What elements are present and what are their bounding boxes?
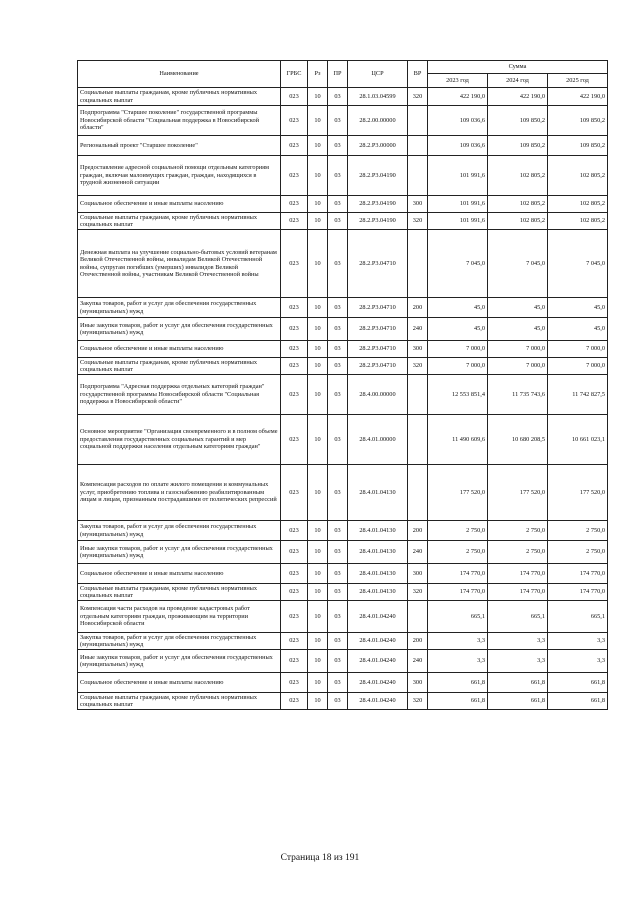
row-rz: 10: [308, 465, 328, 521]
header-vr: ВР: [408, 61, 428, 88]
row-csr: 28.4.01.04130: [348, 541, 408, 564]
row-sum-2025: 3,3: [548, 633, 608, 650]
row-sum-2025: 45,0: [548, 318, 608, 341]
row-grbs: 023: [281, 318, 308, 341]
row-sum-2023: 101 991,6: [428, 196, 488, 213]
row-pr: 03: [328, 415, 348, 465]
table-row: [78, 230, 608, 298]
row-rz: 10: [308, 584, 328, 601]
row-name: Денежная выплата на улучшение социально-бытовых условий ветеранам Великой Отечественной войны, инвалидам Великой Отечественной войны, супругам погибших (умерших) инвалидов Великой Отечественной войны, участникам Великой Отечественной войны: [78, 230, 281, 298]
row-grbs: 023: [281, 415, 308, 465]
row-sum-2024: 665,1: [488, 601, 548, 633]
row-vr: [408, 106, 428, 136]
row-sum-2025: 109 850,2: [548, 106, 608, 136]
table-row: [78, 650, 608, 673]
row-sum-2025: 7 000,0: [548, 358, 608, 375]
row-name: Социальные выплаты гражданам, кроме публичных нормативных социальных выплат: [78, 213, 281, 230]
row-vr: 200: [408, 298, 428, 318]
row-sum-2024: 661,8: [488, 673, 548, 693]
budget-table: [77, 60, 608, 710]
row-grbs: 023: [281, 521, 308, 541]
row-csr: 28.4.01.04130: [348, 584, 408, 601]
table-row: [78, 415, 608, 465]
row-pr: 03: [328, 298, 348, 318]
row-sum-2024: 661,8: [488, 693, 548, 710]
row-sum-2023: 2 750,0: [428, 541, 488, 564]
row-name: Иные закупки товаров, работ и услуг для обеспечения государственных (муниципальных) нужд: [78, 541, 281, 564]
row-csr: 28.4.01.04240: [348, 633, 408, 650]
row-sum-2024: 45,0: [488, 318, 548, 341]
row-vr: [408, 156, 428, 196]
row-csr: 28.4.01.04240: [348, 673, 408, 693]
row-sum-2023: 109 036,6: [428, 106, 488, 136]
row-grbs: 023: [281, 673, 308, 693]
row-rz: 10: [308, 673, 328, 693]
row-csr: 28.2.P3.04710: [348, 298, 408, 318]
table-row: [78, 341, 608, 358]
row-pr: 03: [328, 541, 348, 564]
row-pr: 03: [328, 230, 348, 298]
row-vr: 240: [408, 650, 428, 673]
row-rz: 10: [308, 375, 328, 415]
row-name: Подпрограмма "Старшее поколение" государственной программы Новосибирской области "Социальная поддержка в Новосибирской области": [78, 106, 281, 136]
row-grbs: 023: [281, 564, 308, 584]
row-pr: 03: [328, 88, 348, 106]
row-csr: 28.2.P3.04710: [348, 341, 408, 358]
row-vr: [408, 375, 428, 415]
row-vr: 320: [408, 584, 428, 601]
row-rz: 10: [308, 541, 328, 564]
row-sum-2023: 7 045,0: [428, 230, 488, 298]
row-csr: 28.4.01.04240: [348, 693, 408, 710]
row-sum-2023: 665,1: [428, 601, 488, 633]
row-sum-2023: 3,3: [428, 650, 488, 673]
row-grbs: 023: [281, 341, 308, 358]
row-name: Иные закупки товаров, работ и услуг для обеспечения государственных (муниципальных) нужд: [78, 650, 281, 673]
row-name: Социальные выплаты гражданам, кроме публичных нормативных социальных выплат: [78, 584, 281, 601]
row-rz: 10: [308, 106, 328, 136]
row-sum-2024: 7 000,0: [488, 358, 548, 375]
row-rz: 10: [308, 358, 328, 375]
header-year-2023: 2023 год: [428, 74, 488, 88]
row-pr: 03: [328, 213, 348, 230]
row-pr: 03: [328, 196, 348, 213]
row-name: Компенсация части расходов на проведение кадастровых работ отдельным категориям граждан, проживающим на территории Новосибирской области: [78, 601, 281, 633]
row-sum-2025: 422 190,0: [548, 88, 608, 106]
row-sum-2023: 661,8: [428, 673, 488, 693]
row-sum-2024: 109 850,2: [488, 136, 548, 156]
table-row: [78, 465, 608, 521]
row-csr: 28.4.01.04130: [348, 521, 408, 541]
row-rz: 10: [308, 136, 328, 156]
row-name: Закупка товаров, работ и услуг для обеспечения государственных (муниципальных) нужд: [78, 298, 281, 318]
row-sum-2025: 665,1: [548, 601, 608, 633]
row-grbs: 023: [281, 650, 308, 673]
row-sum-2023: 174 770,0: [428, 584, 488, 601]
row-rz: 10: [308, 213, 328, 230]
row-name: Социальное обеспечение и иные выплаты населению: [78, 341, 281, 358]
row-name: Социальные выплаты гражданам, кроме публичных нормативных социальных выплат: [78, 358, 281, 375]
row-vr: 200: [408, 633, 428, 650]
row-vr: 300: [408, 673, 428, 693]
row-grbs: 023: [281, 88, 308, 106]
row-sum-2025: 7 045,0: [548, 230, 608, 298]
row-sum-2024: 3,3: [488, 650, 548, 673]
row-name: Компенсация расходов по оплате жилого помещения и коммунальных услуг, приобретению топлива и газоснабжению реабилитированным лицам и лицам, признанным пострадавшими от политических репрессий: [78, 465, 281, 521]
row-sum-2025: 661,8: [548, 673, 608, 693]
row-name: Основное мероприятие "Организация своевременного и в полном объеме предоставления государственных социальных гарантий и мер социальной поддержки населения отдельным категориям граждан": [78, 415, 281, 465]
row-pr: 03: [328, 136, 348, 156]
row-vr: 240: [408, 541, 428, 564]
header-year-2025: 2025 год: [548, 74, 608, 88]
row-sum-2024: 2 750,0: [488, 541, 548, 564]
row-rz: 10: [308, 318, 328, 341]
table-row: [78, 88, 608, 106]
row-rz: 10: [308, 693, 328, 710]
row-vr: 320: [408, 88, 428, 106]
row-grbs: 023: [281, 106, 308, 136]
row-pr: 03: [328, 156, 348, 196]
row-rz: 10: [308, 156, 328, 196]
row-rz: 10: [308, 88, 328, 106]
row-pr: 03: [328, 106, 348, 136]
row-pr: 03: [328, 693, 348, 710]
row-sum-2023: 2 750,0: [428, 521, 488, 541]
row-csr: 28.4.01.04130: [348, 564, 408, 584]
row-pr: 03: [328, 633, 348, 650]
row-sum-2023: 45,0: [428, 318, 488, 341]
row-sum-2023: 101 991,6: [428, 213, 488, 230]
table-row: [78, 564, 608, 584]
row-grbs: 023: [281, 358, 308, 375]
row-sum-2025: 177 520,0: [548, 465, 608, 521]
row-name: Закупка товаров, работ и услуг для обеспечения государственных (муниципальных) нужд: [78, 633, 281, 650]
row-sum-2023: 109 036,6: [428, 136, 488, 156]
table-row: [78, 106, 608, 136]
row-csr: 28.4.01.00000: [348, 415, 408, 465]
page-number: Страница 18 из 191: [280, 853, 360, 863]
row-vr: 300: [408, 341, 428, 358]
row-sum-2023: 3,3: [428, 633, 488, 650]
row-csr: 28.2.P3.00000: [348, 136, 408, 156]
header-year-2024: 2024 год: [488, 74, 548, 88]
row-grbs: 023: [281, 584, 308, 601]
row-pr: 03: [328, 673, 348, 693]
row-sum-2023: 45,0: [428, 298, 488, 318]
row-sum-2024: 7 000,0: [488, 341, 548, 358]
row-pr: 03: [328, 564, 348, 584]
header-grbs: ГРБС: [281, 61, 308, 88]
row-csr: 28.4.01.04240: [348, 601, 408, 633]
header-sum: Сумма: [428, 61, 608, 74]
row-grbs: 023: [281, 213, 308, 230]
row-sum-2025: 102 805,2: [548, 156, 608, 196]
row-vr: 320: [408, 213, 428, 230]
table-row: [78, 156, 608, 196]
row-vr: 300: [408, 564, 428, 584]
row-grbs: 023: [281, 230, 308, 298]
row-sum-2025: 661,8: [548, 693, 608, 710]
row-sum-2025: 102 805,2: [548, 213, 608, 230]
row-rz: 10: [308, 196, 328, 213]
row-sum-2025: 109 850,2: [548, 136, 608, 156]
row-vr: 320: [408, 693, 428, 710]
row-pr: 03: [328, 584, 348, 601]
row-sum-2025: 174 770,0: [548, 584, 608, 601]
row-grbs: 023: [281, 633, 308, 650]
row-pr: 03: [328, 318, 348, 341]
table-row: [78, 693, 608, 710]
header-pr: ПР: [328, 61, 348, 88]
row-sum-2023: 7 000,0: [428, 358, 488, 375]
row-name: Предоставление адресной социальной помощи отдельным категориям граждан, включая малоимущих граждан, граждан, находящихся в трудной жизненной ситуации: [78, 156, 281, 196]
row-sum-2025: 3,3: [548, 650, 608, 673]
table-row: [78, 196, 608, 213]
row-sum-2024: 102 805,2: [488, 213, 548, 230]
row-csr: 28.2.P3.04710: [348, 358, 408, 375]
row-csr: 28.2.P3.04190: [348, 213, 408, 230]
row-sum-2025: 11 742 827,5: [548, 375, 608, 415]
row-csr: 28.1.03.04599: [348, 88, 408, 106]
row-csr: 28.4.01.04130: [348, 465, 408, 521]
header-rz: Рз: [308, 61, 328, 88]
table-body: [78, 88, 608, 710]
row-vr: [408, 230, 428, 298]
table-row: [78, 213, 608, 230]
row-sum-2025: 45,0: [548, 298, 608, 318]
row-pr: 03: [328, 341, 348, 358]
row-sum-2024: 45,0: [488, 298, 548, 318]
row-name: Социальные выплаты гражданам, кроме публичных нормативных социальных выплат: [78, 88, 281, 106]
row-grbs: 023: [281, 156, 308, 196]
row-vr: [408, 136, 428, 156]
row-grbs: 023: [281, 298, 308, 318]
row-pr: 03: [328, 521, 348, 541]
row-sum-2023: 101 991,6: [428, 156, 488, 196]
table-header: [78, 61, 608, 88]
row-csr: 28.4.01.04240: [348, 650, 408, 673]
row-rz: 10: [308, 633, 328, 650]
table-row: [78, 358, 608, 375]
row-vr: 200: [408, 521, 428, 541]
row-grbs: 023: [281, 196, 308, 213]
row-sum-2025: 102 805,2: [548, 196, 608, 213]
table-row: [78, 673, 608, 693]
row-vr: [408, 465, 428, 521]
row-name: Социальное обеспечение и иные выплаты населению: [78, 196, 281, 213]
row-sum-2025: 174 770,0: [548, 564, 608, 584]
row-csr: 28.2.00.00000: [348, 106, 408, 136]
row-sum-2024: 177 520,0: [488, 465, 548, 521]
row-name: Региональный проект "Старшее поколение": [78, 136, 281, 156]
row-name: Социальные выплаты гражданам, кроме публичных нормативных социальных выплат: [78, 693, 281, 710]
row-sum-2024: 3,3: [488, 633, 548, 650]
row-grbs: 023: [281, 601, 308, 633]
row-name: Подпрограмма "Адресная поддержка отдельных категорий граждан" государственной программы Новосибирской области "Социальная поддержка в Новосибирской области": [78, 375, 281, 415]
row-grbs: 023: [281, 136, 308, 156]
row-grbs: 023: [281, 465, 308, 521]
row-sum-2024: 11 735 743,6: [488, 375, 548, 415]
row-sum-2023: 11 490 609,6: [428, 415, 488, 465]
row-sum-2025: 10 661 023,1: [548, 415, 608, 465]
table-row: [78, 601, 608, 633]
row-vr: 300: [408, 196, 428, 213]
row-sum-2024: 174 770,0: [488, 564, 548, 584]
table-row: [78, 521, 608, 541]
row-vr: [408, 415, 428, 465]
row-pr: 03: [328, 465, 348, 521]
row-grbs: 023: [281, 693, 308, 710]
table-row: [78, 318, 608, 341]
row-rz: 10: [308, 230, 328, 298]
row-name: Социальное обеспечение и иные выплаты населению: [78, 564, 281, 584]
row-sum-2024: 174 770,0: [488, 584, 548, 601]
row-csr: 28.2.P3.04710: [348, 230, 408, 298]
row-sum-2024: 422 190,0: [488, 88, 548, 106]
row-pr: 03: [328, 375, 348, 415]
row-csr: 28.2.P3.04190: [348, 156, 408, 196]
row-csr: 28.2.P3.04190: [348, 196, 408, 213]
table-row: [78, 584, 608, 601]
row-grbs: 023: [281, 541, 308, 564]
row-sum-2023: 7 000,0: [428, 341, 488, 358]
row-vr: [408, 601, 428, 633]
row-sum-2024: 102 805,2: [488, 196, 548, 213]
row-sum-2025: 2 750,0: [548, 541, 608, 564]
row-pr: 03: [328, 650, 348, 673]
row-sum-2024: 10 680 208,5: [488, 415, 548, 465]
table-row: [78, 136, 608, 156]
row-pr: 03: [328, 601, 348, 633]
budget-table-container: [77, 60, 607, 710]
row-vr: 240: [408, 318, 428, 341]
row-sum-2023: 177 520,0: [428, 465, 488, 521]
row-rz: 10: [308, 521, 328, 541]
table-row: [78, 375, 608, 415]
row-csr: 28.4.00.00000: [348, 375, 408, 415]
row-rz: 10: [308, 601, 328, 633]
row-pr: 03: [328, 358, 348, 375]
table-row: [78, 298, 608, 318]
row-csr: 28.2.P3.04710: [348, 318, 408, 341]
header-csr: ЦСР: [348, 61, 408, 88]
table-row: [78, 633, 608, 650]
row-rz: 10: [308, 650, 328, 673]
row-sum-2024: 109 850,2: [488, 106, 548, 136]
row-name: Закупка товаров, работ и услуг для обеспечения государственных (муниципальных) нужд: [78, 521, 281, 541]
row-rz: 10: [308, 415, 328, 465]
row-sum-2023: 661,8: [428, 693, 488, 710]
table-row: [78, 541, 608, 564]
row-sum-2024: 102 805,2: [488, 156, 548, 196]
row-sum-2025: 7 000,0: [548, 341, 608, 358]
row-name: Иные закупки товаров, работ и услуг для обеспечения государственных (муниципальных) нужд: [78, 318, 281, 341]
row-vr: 320: [408, 358, 428, 375]
row-sum-2024: 7 045,0: [488, 230, 548, 298]
row-sum-2023: 422 190,0: [428, 88, 488, 106]
row-sum-2023: 12 553 851,4: [428, 375, 488, 415]
row-name: Социальное обеспечение и иные выплаты населению: [78, 673, 281, 693]
row-sum-2023: 174 770,0: [428, 564, 488, 584]
header-name: Наименование: [78, 61, 281, 88]
row-sum-2024: 2 750,0: [488, 521, 548, 541]
row-grbs: 023: [281, 375, 308, 415]
row-sum-2025: 2 750,0: [548, 521, 608, 541]
row-rz: 10: [308, 298, 328, 318]
row-rz: 10: [308, 564, 328, 584]
row-rz: 10: [308, 341, 328, 358]
